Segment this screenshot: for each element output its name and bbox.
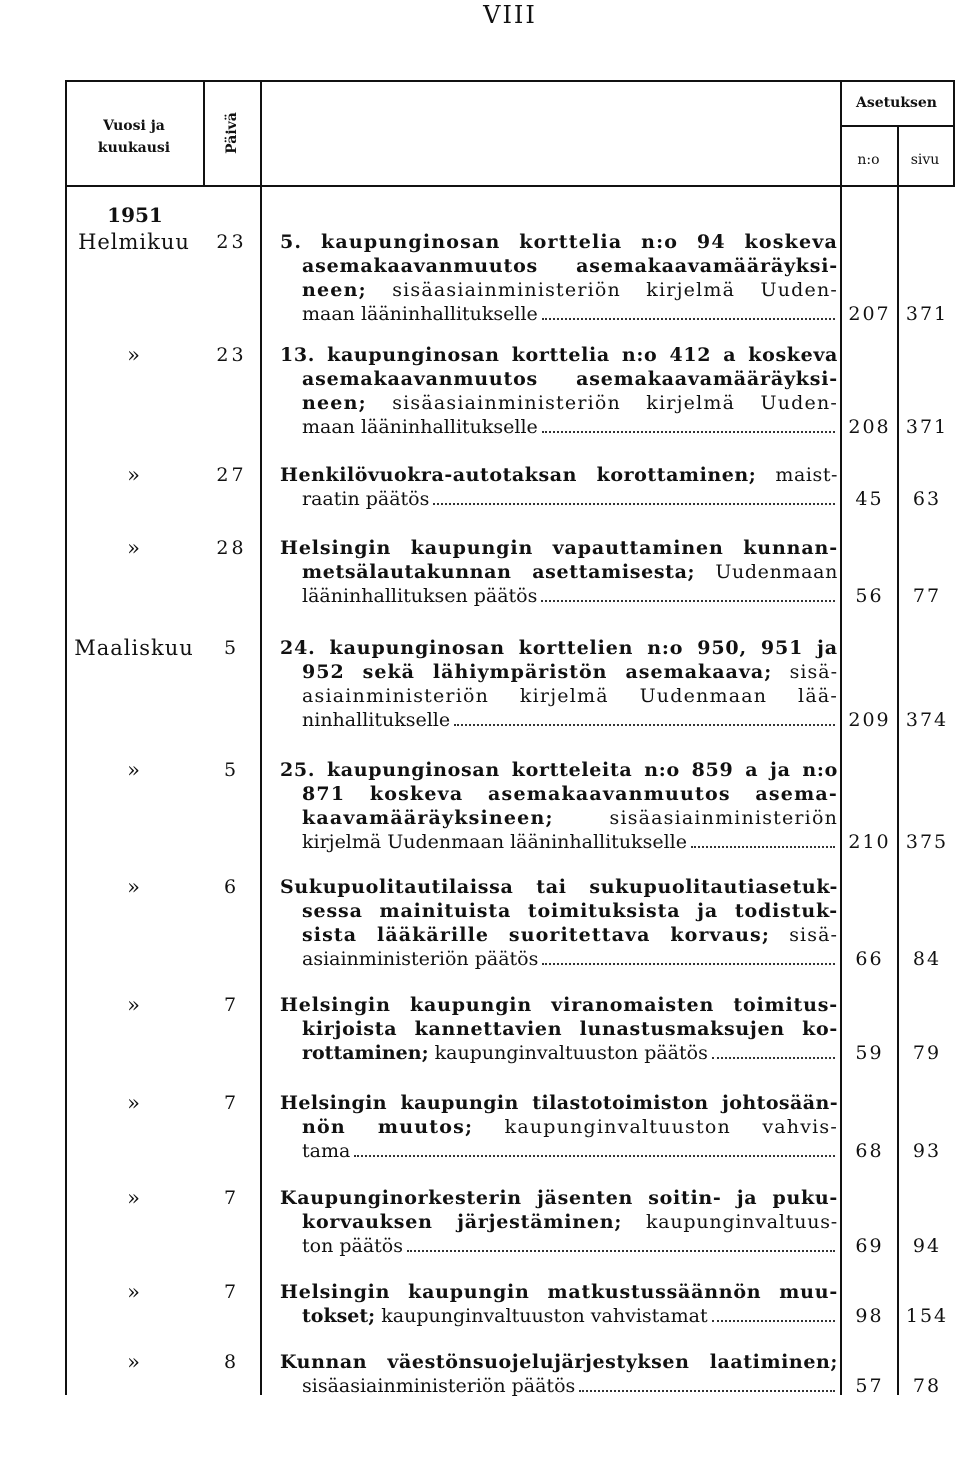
- entry-title-text: nön muutos;: [302, 1116, 474, 1138]
- entry-title-text: kirjoista kannettavien lunastusmaksujen ko-: [302, 1018, 838, 1040]
- entry-description: [280, 343, 838, 439]
- entry-line-text: [302, 487, 429, 511]
- entry-line: [280, 1304, 838, 1328]
- dot-leader: [542, 431, 835, 433]
- entry-source-text: maan lääninhallitukselle: [302, 303, 538, 325]
- entry-line: [280, 1041, 838, 1065]
- month-cell: »: [127, 1091, 141, 1115]
- entry-line-text: [302, 1139, 350, 1163]
- decree-page: 79: [912, 1042, 942, 1064]
- table-row: [0, 536, 960, 607]
- entry-description: [280, 463, 838, 511]
- entry-title-text: Helsingin kaupungin vapauttaminen kunnan-: [280, 537, 838, 559]
- entry-line: [280, 343, 838, 367]
- day-cell: 5: [223, 637, 240, 659]
- entry-source-text: kaupunginvaltuuston vahvis-: [504, 1116, 838, 1138]
- table-row: [0, 993, 960, 1064]
- entry-line: [280, 1115, 838, 1139]
- entry-line: [280, 278, 838, 302]
- table-row: [0, 1280, 960, 1327]
- entry-description: [280, 1350, 838, 1398]
- page-number: VIII: [483, 1, 537, 29]
- header-day: [203, 80, 260, 185]
- entry-line: [280, 1350, 838, 1374]
- table-row: [0, 875, 960, 970]
- entry-title-text: neen;: [302, 279, 367, 301]
- entry-line: [280, 463, 838, 487]
- decree-page: 93: [912, 1140, 942, 1162]
- entry-description: [280, 875, 838, 971]
- entry-line: [280, 1139, 838, 1163]
- entry-line-text: [280, 636, 838, 660]
- entry-source-text: sisäasiainministeriön kirjelmä Uuden-: [392, 279, 838, 301]
- decree-number: 207: [848, 303, 891, 325]
- entry-line: [280, 1234, 838, 1258]
- decree-number: 69: [855, 1235, 884, 1257]
- month-cell: »: [127, 875, 141, 899]
- day-cell: 5: [223, 759, 240, 781]
- entry-line: [280, 806, 838, 830]
- entry-line: [280, 923, 838, 947]
- entry-title-text: 13. kaupunginosan korttelia n:o 412 a koskeva: [280, 344, 838, 366]
- entry-line-text: [302, 1304, 708, 1328]
- entry-title-text: rottaminen;: [302, 1042, 429, 1064]
- table-row: [0, 230, 960, 325]
- entry-title-text: korvauksen järjestäminen;: [302, 1211, 623, 1233]
- entry-line: [280, 536, 838, 560]
- entry-source-text: ton päätös: [302, 1235, 403, 1257]
- entry-line-text: [302, 1234, 403, 1258]
- entry-source-text: asiainministeriön kirjelmä Uudenmaan lää-: [302, 685, 838, 707]
- entry-source-text: Uudenmaan: [715, 561, 838, 583]
- entry-title-text: 871 koskeva asemakaavanmuutos asema-: [302, 783, 838, 805]
- entry-line-text: [302, 302, 538, 326]
- entry-title-text: 5. kaupunginosan korttelia n:o 94 koskeva: [280, 231, 838, 253]
- entry-line-text: [302, 560, 838, 584]
- entry-description: [280, 636, 838, 732]
- dot-leader: [691, 846, 835, 848]
- entry-line: [280, 1210, 838, 1234]
- entry-title-text: 952 sekä lähiympäristön asemakaava;: [302, 661, 773, 683]
- entry-line: [280, 1017, 838, 1041]
- entry-line-text: [302, 1041, 708, 1065]
- decree-page: 77: [912, 585, 942, 607]
- entry-line-text: [280, 1186, 838, 1210]
- decree-number: 57: [855, 1375, 884, 1397]
- dot-leader: [541, 600, 835, 602]
- entry-title-text: Helsingin kaupungin viranomaisten toimitus-: [280, 994, 838, 1016]
- month-cell: »: [127, 463, 141, 487]
- dot-leader: [712, 1320, 835, 1322]
- dot-leader: [454, 724, 835, 726]
- entry-title-text: asemakaavanmuutos asemakaavamääräyksi-: [302, 368, 838, 390]
- entry-source-text: tama: [302, 1140, 351, 1162]
- entry-line-text: [280, 1350, 838, 1374]
- entry-line-text: [302, 1017, 838, 1041]
- table-row: [0, 1091, 960, 1162]
- entry-description: [280, 1186, 838, 1258]
- entry-title-text: Helsingin kaupungin matkustussäännön muu-: [280, 1281, 838, 1303]
- year-label: 1951: [107, 203, 163, 227]
- decree-number: 45: [855, 488, 884, 510]
- month-cell: »: [127, 993, 141, 1017]
- entry-source-text: sisäasiainministeriön kirjelmä Uuden-: [392, 392, 838, 414]
- dot-leader: [542, 318, 835, 320]
- header-number: n:o: [857, 152, 880, 168]
- day-cell: 7: [223, 1092, 240, 1114]
- decree-page: 374: [905, 709, 949, 731]
- entry-line-text: [302, 1374, 575, 1398]
- entry-description: [280, 230, 838, 326]
- decree-page: 154: [905, 1305, 949, 1327]
- entry-source-text: sisäasiainministeriön: [609, 807, 838, 829]
- entry-line: [280, 947, 838, 971]
- entry-line-text: [280, 343, 838, 367]
- entry-line-text: [302, 1210, 838, 1234]
- entry-description: [280, 1091, 838, 1163]
- decree-page: 78: [912, 1375, 942, 1397]
- entry-line-text: [302, 782, 838, 806]
- entry-line-text: [302, 1115, 838, 1139]
- entry-title-text: Henkilövuokra-autotaksan korottaminen;: [280, 464, 757, 486]
- entry-line: [280, 684, 838, 708]
- day-cell: 23: [216, 344, 247, 366]
- entry-line: [280, 782, 838, 806]
- decree-number: 59: [855, 1042, 884, 1064]
- dot-leader: [712, 1057, 835, 1059]
- entry-line: [280, 1374, 838, 1398]
- entry-line-text: [280, 1091, 838, 1115]
- entry-source-text: kaupunginvaltuus-: [645, 1211, 838, 1233]
- day-cell: 7: [223, 1281, 240, 1303]
- entry-line-text: [280, 463, 838, 487]
- entry-line-text: [280, 1280, 838, 1304]
- table-row: [0, 758, 960, 853]
- entry-line-text: [302, 708, 450, 732]
- entry-line: [280, 391, 838, 415]
- entry-line-text: [302, 684, 838, 708]
- header-day-label: Päivä: [223, 111, 240, 154]
- entry-description: [280, 993, 838, 1065]
- decree-page: 94: [912, 1235, 942, 1257]
- header-border-bottom: [65, 185, 955, 187]
- day-cell: 7: [223, 1187, 240, 1209]
- day-cell: 28: [216, 537, 247, 559]
- decree-number: 210: [848, 831, 891, 853]
- entry-line-text: [302, 278, 838, 302]
- entry-source-text: asiainministeriön päätös: [302, 948, 539, 970]
- entry-line-text: [302, 947, 538, 971]
- entry-line: [280, 1186, 838, 1210]
- entry-source-text: maan lääninhallitukselle: [302, 416, 538, 438]
- table-row: [0, 636, 960, 731]
- decree-number: 66: [855, 948, 884, 970]
- decree-page: 375: [905, 831, 949, 853]
- entry-line-text: [302, 584, 537, 608]
- month-cell: »: [127, 1350, 141, 1374]
- entry-line-text: [302, 806, 838, 830]
- header-year-month: [65, 112, 203, 162]
- entry-title-text: 24. kaupunginosan korttelien n:o 950, 951 ja: [280, 637, 838, 659]
- entry-source-text: kaupunginvaltuuston vahvistamat: [381, 1305, 708, 1327]
- entry-title-text: metsälautakunnan asettamisesta;: [302, 561, 696, 583]
- entry-line-text: [280, 230, 838, 254]
- header-year-month-line-2: kuukausi: [97, 140, 171, 156]
- entry-line-text: [280, 993, 838, 1017]
- entry-line: [280, 875, 838, 899]
- entry-line: [280, 560, 838, 584]
- entry-title-text: neen;: [302, 392, 367, 414]
- header-border-right: [953, 80, 955, 187]
- entry-line: [280, 415, 838, 439]
- entry-line-text: [302, 254, 838, 278]
- day-cell: 6: [223, 876, 240, 898]
- entry-line: [280, 1091, 838, 1115]
- decree-page: 84: [912, 948, 942, 970]
- table-border-top: [65, 80, 955, 82]
- entry-title-text: tokset;: [302, 1305, 376, 1327]
- entry-description: [280, 758, 838, 854]
- entry-line: [280, 1280, 838, 1304]
- entry-title-text: sessa mainituista toimituksista ja todistuk-: [302, 900, 838, 922]
- entry-source-text: maist-: [775, 464, 838, 486]
- dot-leader: [542, 963, 835, 965]
- entry-line-text: [302, 830, 687, 854]
- entry-line-text: [280, 536, 838, 560]
- entry-line: [280, 708, 838, 732]
- entry-line: [280, 636, 838, 660]
- day-cell: 27: [216, 464, 247, 486]
- entry-source-text: kaupunginvaltuuston päätös: [434, 1042, 708, 1064]
- entry-line: [280, 899, 838, 923]
- table-row: [0, 1186, 960, 1257]
- entry-source-text: sisä-: [789, 924, 839, 946]
- entry-line-text: [302, 391, 838, 415]
- dot-leader: [407, 1250, 835, 1252]
- entry-title-text: Kunnan väestönsuojelujärjestyksen laatiminen;: [280, 1351, 838, 1373]
- day-cell: 8: [223, 1351, 240, 1373]
- entry-line: [280, 367, 838, 391]
- entry-source-text: lääninhallituksen päätös: [302, 585, 538, 607]
- decree-number: 209: [848, 709, 891, 731]
- entry-line-text: [302, 899, 838, 923]
- entry-title-text: kaavamääräyksineen;: [302, 807, 554, 829]
- entry-line: [280, 487, 838, 511]
- decree-number: 56: [855, 585, 884, 607]
- day-cell: 23: [216, 231, 247, 253]
- entry-line-text: [302, 415, 538, 439]
- entry-source-text: sisä-: [789, 661, 838, 683]
- entry-line: [280, 254, 838, 278]
- entry-source-text: sisäasiainministeriön päätös: [302, 1375, 576, 1397]
- entry-title-text: Kaupunginorkesterin jäsenten soitin- ja puku-: [280, 1187, 838, 1209]
- decree-number: 98: [855, 1305, 884, 1327]
- month-cell: Helmikuu: [78, 230, 190, 254]
- header-page: sivu: [910, 152, 940, 168]
- entry-line-text: [302, 367, 838, 391]
- entry-source-text: kirjelmä Uudenmaan lääninhallitukselle: [302, 831, 687, 853]
- entry-line: [280, 302, 838, 326]
- month-cell: »: [127, 343, 141, 367]
- entry-description: [280, 536, 838, 608]
- entry-title-text: Helsingin kaupungin tilastotoimiston johtosään-: [280, 1092, 838, 1114]
- entry-title-text: sista lääkärille suoritettava korvaus;: [302, 924, 770, 946]
- decree-number: 68: [855, 1140, 884, 1162]
- entry-line-text: [280, 758, 838, 782]
- table-row: [0, 343, 960, 438]
- entry-description: [280, 1280, 838, 1328]
- dot-leader: [354, 1155, 835, 1157]
- entry-line-text: [280, 875, 838, 899]
- entry-line: [280, 230, 838, 254]
- decree-number: 208: [848, 416, 891, 438]
- entry-title-text: Sukupuolitautilaissa tai sukupuolitautiasetuk-: [280, 876, 838, 898]
- entry-line-text: [302, 660, 838, 684]
- decree-page: 63: [912, 488, 942, 510]
- decree-page: 371: [905, 416, 949, 438]
- header-decree: Asetuksen: [856, 95, 937, 111]
- dot-leader: [579, 1390, 835, 1392]
- entry-title-text: asemakaavanmuutos asemakaavamääräyksi-: [302, 255, 838, 277]
- entry-source-text: raatin päätös: [302, 488, 430, 510]
- month-cell: »: [127, 1280, 141, 1304]
- entry-line: [280, 584, 838, 608]
- month-cell: Maaliskuu: [74, 636, 194, 660]
- day-cell: 7: [223, 994, 240, 1016]
- month-cell: »: [127, 536, 141, 560]
- table-row: [0, 463, 960, 510]
- entry-source-text: ninhallitukselle: [302, 709, 451, 731]
- header-year-month-line-1: Vuosi ja: [103, 118, 165, 134]
- entry-line: [280, 758, 838, 782]
- entry-line: [280, 660, 838, 684]
- entry-line: [280, 830, 838, 854]
- entry-line-text: [302, 923, 838, 947]
- entry-line: [280, 993, 838, 1017]
- dot-leader: [433, 503, 835, 505]
- decree-page: 371: [905, 303, 949, 325]
- table-row: [0, 1350, 960, 1397]
- entry-title-text: 25. kaupunginosan kortteleita n:o 859 a ja n:o: [280, 759, 838, 781]
- month-cell: »: [127, 1186, 141, 1210]
- month-cell: »: [127, 758, 141, 782]
